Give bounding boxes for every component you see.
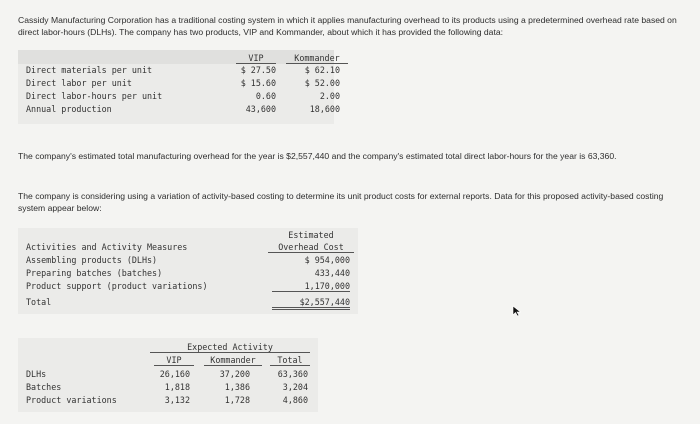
ea-kom-0: 37,200 (219, 369, 250, 379)
abc-paragraph: The company is considering using a variation of activity-based costing to determine its unit product costs for external reports. Data for this proposed activity-based costing system appear below: (18, 191, 664, 213)
total-label: Total (26, 297, 52, 307)
ea-vip-2: 3,132 (164, 395, 190, 405)
table1-kom-3: 18,600 (309, 104, 340, 114)
activity-cost-0: $ 954,000 (304, 255, 350, 265)
table1-label-3: Annual production (26, 104, 112, 114)
activity-cost-2: 1,170,000 (272, 281, 350, 292)
table1-label-0: Direct materials per unit (26, 65, 153, 75)
table1-kom-0: $ 62.10 (304, 65, 340, 75)
expected-activity-table (18, 338, 318, 412)
activity-label-1: Preparing batches (batches) (26, 268, 163, 278)
vip-header: VIP (236, 53, 276, 64)
table1-vip-3: 43,600 (245, 104, 276, 114)
table1-vip-2: 0.60 (255, 91, 276, 101)
kommander-header: Kommander (286, 53, 348, 64)
estimated-header: Estimated (288, 230, 334, 240)
ea-label-0: DLHs (26, 369, 47, 379)
activities-header: Activities and Activity Measures (26, 242, 188, 252)
ea-total-2: 4,860 (282, 395, 308, 405)
ea-kom-1: 1,386 (224, 382, 250, 392)
expected-activity-title: Expected Activity (150, 342, 310, 353)
mouse-pointer-icon (512, 304, 522, 316)
ea-label-2: Product variations (26, 395, 117, 405)
ea-label-1: Batches (26, 382, 62, 392)
total-col-header: Total (270, 355, 310, 366)
intro-paragraph: Cassidy Manufacturing Corporation has a traditional costing system in which it applies manufacturing overhead to its products using a predetermined overhead rate based on direct labor-hours (DLHs). The company has two products, VIP and Kommander, about which it has provided the following data: (18, 15, 677, 37)
total-cost: $2,557,440 (272, 297, 350, 310)
product-data-table (18, 50, 340, 124)
table1-kom-2: 2.00 (319, 91, 340, 101)
ea-vip-1: 1,818 (164, 382, 190, 392)
activity-label-2: Product support (product variations) (26, 281, 208, 291)
table1-kom-1: $ 52.00 (304, 78, 340, 88)
overhead-cost-header: Overhead Cost (268, 242, 354, 253)
vip-col-header: VIP (154, 355, 194, 366)
table1-vip-1: $ 15.60 (240, 78, 276, 88)
activity-cost-table (18, 228, 358, 314)
overhead-paragraph: The company's estimated total manufacturing overhead for the year is $2,557,440 and the company's estimated total direct labor-hours for the year is 63,360. (18, 151, 617, 161)
table1-vip-0: $ 27.50 (240, 65, 276, 75)
ea-total-0: 63,360 (277, 369, 308, 379)
table1-label-1: Direct labor per unit (26, 78, 132, 88)
ea-kom-2: 1,728 (224, 395, 250, 405)
table1-label-2: Direct labor-hours per unit (26, 91, 163, 101)
activity-cost-1: 433,440 (314, 268, 350, 278)
ea-vip-0: 26,160 (159, 369, 190, 379)
kommander-col-header: Kommander (204, 355, 262, 366)
activity-label-0: Assembling products (DLHs) (26, 255, 158, 265)
ea-total-1: 3,204 (282, 382, 308, 392)
